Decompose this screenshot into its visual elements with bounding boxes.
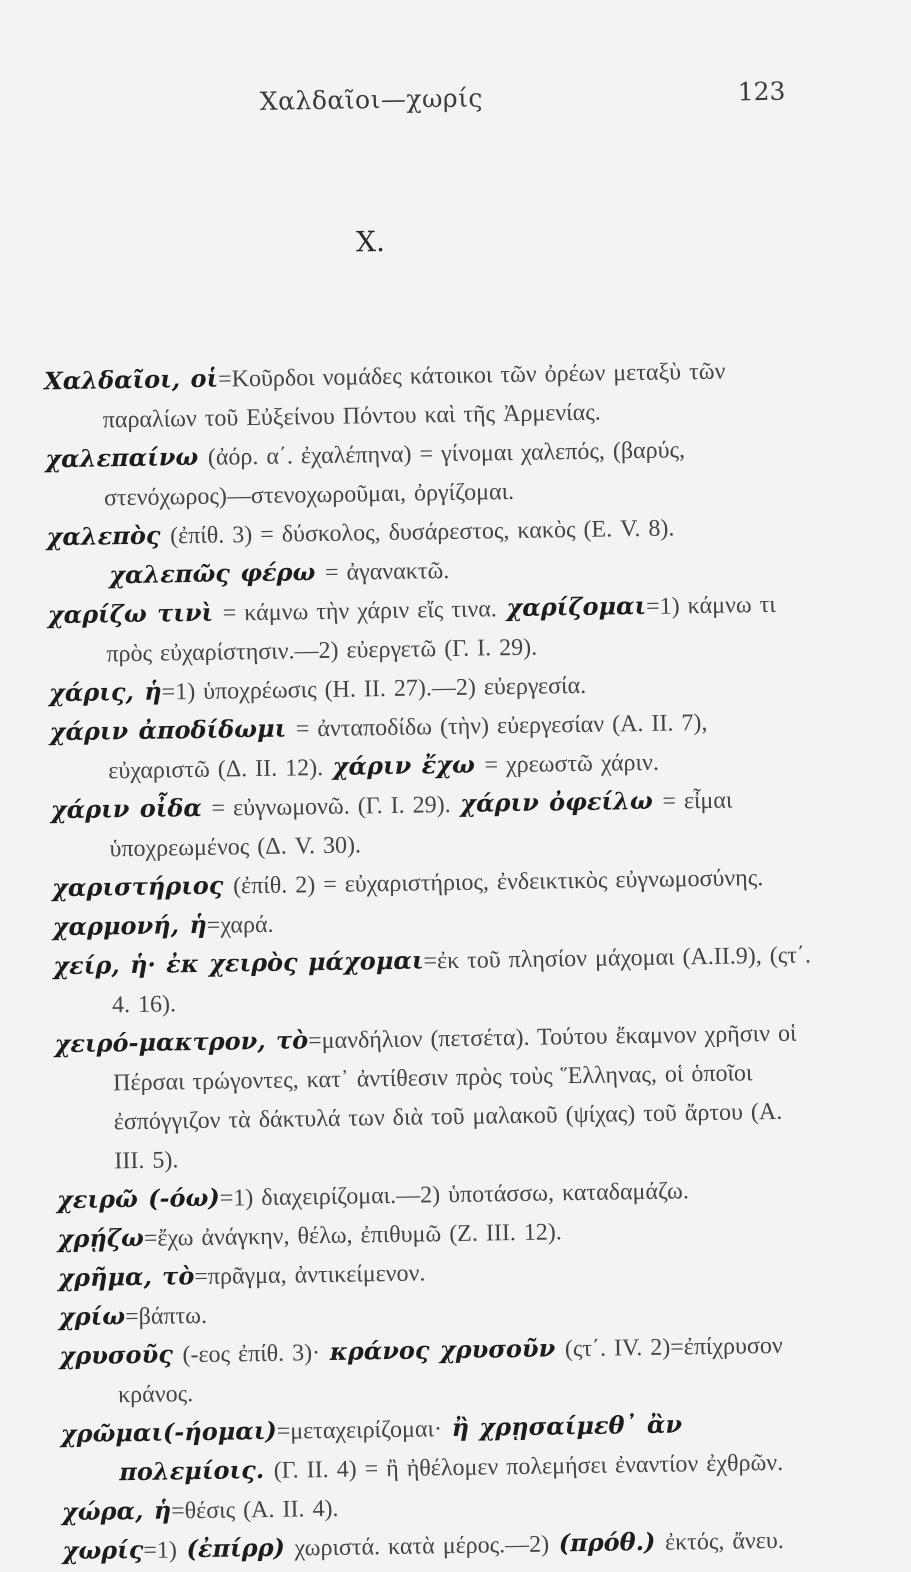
headword: χρυσοῦς: [59, 1339, 174, 1371]
definition: =1): [143, 1537, 178, 1564]
definition-secondary: χωριστά. κατὰ μέρος.—2): [294, 1531, 550, 1562]
entry: [60, 1403, 821, 1493]
definition-secondary: (ςτ΄. IV. 2)=ἐπίχρυσον κράνος.: [117, 1332, 783, 1409]
definition: (-εος ἐπίθ. 3)·: [182, 1340, 321, 1369]
headword-secondary: χάριν ὀφείλω: [460, 785, 653, 818]
definition: =μανδήλιον (πετσέτα). Τούτου ἔκαμνον χρῆσιν οἱ Πέρσαι τρώγοντες, κατ᾽ ἀντίθεσιν πρὸς τοὺς Ἕλληνας, οἱ ὁποῖοι ἐσπόγγιζον τὰ δάκτυλά των διὰ τοῦ μαλακοῦ (ψίχας) τοῦ ἄρτου (Α. III. 5).: [112, 1020, 797, 1175]
definition: (ἐπίθ. 2) = εὐχαριστήριος, ἐνδεικτικὸς εὐγνωμοσύνης.: [232, 865, 764, 900]
page-number: 123: [737, 76, 786, 107]
headword: χρίω: [58, 1301, 126, 1332]
headword: χαρμονή, ἡ: [52, 909, 207, 942]
headword-secondary: χαρίζομαι: [506, 590, 647, 623]
headword-secondary: κράνος χρυσοῦν: [329, 1333, 556, 1366]
dictionary-entries: [44, 350, 823, 1571]
headword: χαλεπῶς φέρω: [108, 557, 316, 590]
definition: =ἐκ τοῦ πλησίον μάχομαι (Α.II.9), (ςτ΄. 4. 16).: [111, 942, 812, 1019]
definition: =βάπτω.: [124, 1302, 208, 1331]
headword: χειρό-μακτρον, τὸ: [54, 1025, 309, 1059]
headword-secondary: (ἐπίρρ): [186, 1532, 286, 1564]
headword-secondary: ἢ χρῃσαίμεθ᾽ ἂν πολεμίοις.: [119, 1409, 683, 1487]
headword: χάριν οἶδα: [50, 792, 203, 825]
entry: [51, 779, 812, 869]
definition: = κάμνω τὴν χάριν εἴς τινα.: [222, 596, 498, 627]
definition: (ἐπίθ. 3) = δύσκολος, δυσάρεστος, κακὸς (Ε. V. 8).: [169, 515, 675, 550]
headword: χρῄζω: [57, 1222, 145, 1254]
definition: =1) διαχειρίζομαι.—2) ὑποτάσσω, καταδαμάζω.: [219, 1178, 690, 1212]
headword: χάριν ἀποδίδωμι: [49, 713, 287, 747]
entry: [45, 428, 806, 518]
headword: χειρῶ (-όω): [56, 1182, 220, 1215]
definition-tertiary: ἐκτός, ἄνευ.: [664, 1527, 784, 1556]
headword-tertiary: (πρόθ.): [558, 1526, 656, 1558]
headword: χάρις, ἡ: [48, 676, 162, 708]
definition: =1) ὑποχρέωσις (Η. II. 27).—2) εὐεργεσία.: [161, 672, 587, 706]
headword: χρῶμαι(-ήομαι): [60, 1415, 277, 1449]
running-head: Χαλδαῖοι—χωρίς: [259, 83, 484, 116]
headword: χωρίς: [62, 1534, 144, 1566]
headword: χείρ, ἡ· ἐκ χειρὸς μάχομαι: [53, 945, 424, 981]
entry: [49, 701, 810, 791]
headword: χρῆμα, τὸ: [58, 1261, 195, 1293]
definition: =ἔχω ἀνάγκην, θέλω, ἐπιθυμῶ (Ζ. III. 12).: [143, 1219, 563, 1252]
definition-secondary: =1) κάμνω τι πρὸς εὐχαρίστησιν.—2) εὐεργετῶ (Γ. I. 29).: [106, 591, 776, 668]
headword: χαριστήριος: [51, 870, 224, 903]
headword-secondary: χάριν ἔχω: [332, 749, 476, 781]
section-letter: Χ.: [355, 224, 386, 259]
definition: =χαρά.: [206, 911, 274, 939]
definition-secondary: = εἶμαι ὑποχρεωμένος (Δ. V. 30).: [109, 787, 733, 863]
definition: = ἀγανακτῶ.: [324, 557, 450, 586]
headword: χώρα, ἡ: [61, 1495, 172, 1527]
entry: [48, 584, 809, 674]
definition: (ἀόρ. α΄. ἐχαλέπηνα) = γίνομαι χαλεπός, (βαρύς, στενόχωρος)—στενοχωροῦμαι, ὀργίζομαι.: [103, 437, 686, 512]
entry: [59, 1325, 820, 1415]
entry: [54, 1013, 816, 1181]
headword: χαρίζω τινὶ: [47, 597, 214, 630]
definition: = εὐγνωμονῶ. (Γ. I. 29).: [211, 791, 451, 822]
entry: [44, 350, 805, 440]
entry: [53, 935, 814, 1025]
definition: =μεταχειρίζομαι·: [276, 1416, 443, 1445]
headword: χαλεπὸς: [46, 520, 161, 552]
definition-secondary: (Γ. II. 4) = ἢ ἠθέλομεν πολεμήσει ἐναντίον ἐχθρῶν.: [273, 1449, 784, 1484]
definition-secondary: = χρεωστῶ χάριν.: [484, 749, 660, 779]
headword: χαλεπαίνω: [45, 441, 199, 474]
definition: =Κοῦρδοι νομάδες κάτοικοι τῶν ὀρέων μεταξὺ τῶν παραλίων τοῦ Εὐξείνου Πόντου καὶ τῆς Ἀρμενίας.: [102, 358, 726, 434]
definition: = ἀνταποδίδω (τὴν) εὐεργεσίαν (Α. II. 7), εὐχαριστῶ (Δ. II. 12).: [108, 709, 708, 785]
definition: =θέσις (Α. II. 4).: [170, 1495, 339, 1525]
definition: =πρᾶγμα, ἀντικείμενον.: [194, 1260, 426, 1291]
headword: Χαλδαῖοι, οἱ: [43, 363, 219, 396]
